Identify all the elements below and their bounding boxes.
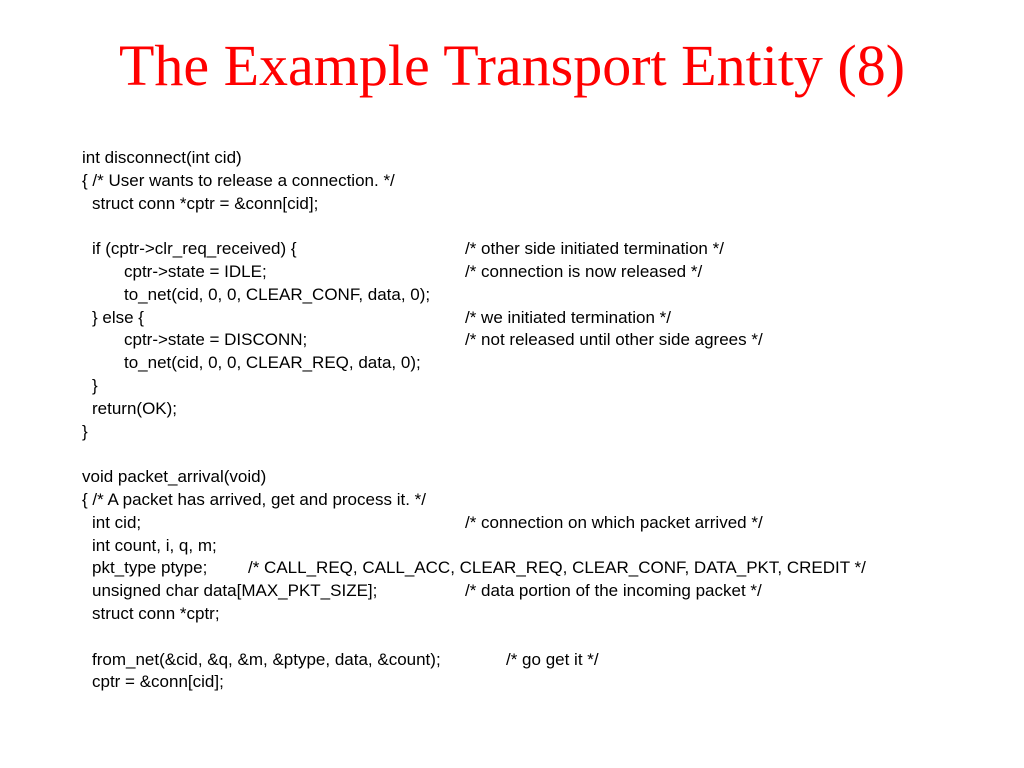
code-statement: int count, i, q, m;	[92, 535, 217, 555]
code-line	[82, 443, 982, 466]
code-statement: { /* A packet has arrived, get and process it. */	[82, 489, 426, 509]
code-statement: }	[92, 375, 98, 395]
code-line	[82, 307, 982, 330]
code-line	[82, 466, 982, 489]
code-listing	[82, 147, 982, 694]
code-line	[82, 535, 982, 558]
code-statement: int cid;	[92, 512, 142, 532]
code-statement: unsigned char data[MAX_PKT_SIZE];	[92, 581, 378, 601]
code-line	[82, 649, 982, 672]
code-statement: struct conn *cptr = &conn[cid];	[92, 193, 319, 213]
code-comment: /* CALL_REQ, CALL_ACC, CLEAR_REQ, CLEAR_CONF, DATA_PKT, CREDIT */	[248, 558, 866, 578]
code-line	[82, 193, 982, 216]
slide-title: The Example Transport Entity (8)	[118, 33, 906, 98]
code-statement: pkt_type ptype;	[92, 558, 208, 578]
code-line	[82, 284, 982, 307]
code-statement: to_net(cid, 0, 0, CLEAR_REQ, data, 0);	[124, 353, 421, 373]
code-comment: /* data portion of the incoming packet */	[465, 581, 762, 601]
code-line	[82, 489, 982, 512]
code-line	[82, 603, 982, 626]
code-line	[82, 170, 982, 193]
code-comment: /* connection is now released */	[465, 261, 703, 281]
code-statement: { /* User wants to release a connection. */	[82, 170, 395, 190]
code-comment: /* connection on which packet arrived */	[465, 512, 763, 532]
code-line	[82, 261, 982, 284]
code-line	[82, 375, 982, 398]
code-line	[82, 421, 982, 444]
code-line	[82, 329, 982, 352]
code-statement: } else {	[92, 307, 144, 327]
code-statement: cptr->state = IDLE;	[124, 261, 267, 281]
code-statement: struct conn *cptr;	[92, 603, 220, 623]
code-statement: cptr = &conn[cid];	[92, 672, 224, 692]
code-statement: to_net(cid, 0, 0, CLEAR_CONF, data, 0);	[124, 284, 431, 304]
code-statement: }	[82, 421, 88, 441]
code-line	[82, 580, 982, 603]
code-statement: cptr->state = DISCONN;	[124, 330, 308, 350]
code-comment: /* we initiated termination */	[465, 307, 671, 327]
code-line	[82, 398, 982, 421]
code-comment: /* go get it */	[506, 649, 599, 669]
code-statement: int disconnect(int cid)	[82, 148, 242, 167]
code-statement: from_net(&cid, &q, &m, &ptype, data, &count);	[92, 649, 441, 669]
code-line	[82, 147, 982, 170]
code-comment: /* not released until other side agrees */	[465, 330, 763, 350]
code-line	[82, 238, 982, 261]
code-comment: /* other side initiated termination */	[465, 239, 724, 259]
code-statement: return(OK);	[92, 398, 178, 418]
code-statement: if (cptr->clr_req_received) {	[92, 239, 297, 259]
code-line	[82, 557, 982, 580]
code-statement: void packet_arrival(void)	[82, 467, 267, 487]
code-line	[82, 512, 982, 535]
code-line	[82, 352, 982, 375]
code-line	[82, 671, 982, 694]
code-line	[82, 215, 982, 238]
code-line	[82, 626, 982, 649]
